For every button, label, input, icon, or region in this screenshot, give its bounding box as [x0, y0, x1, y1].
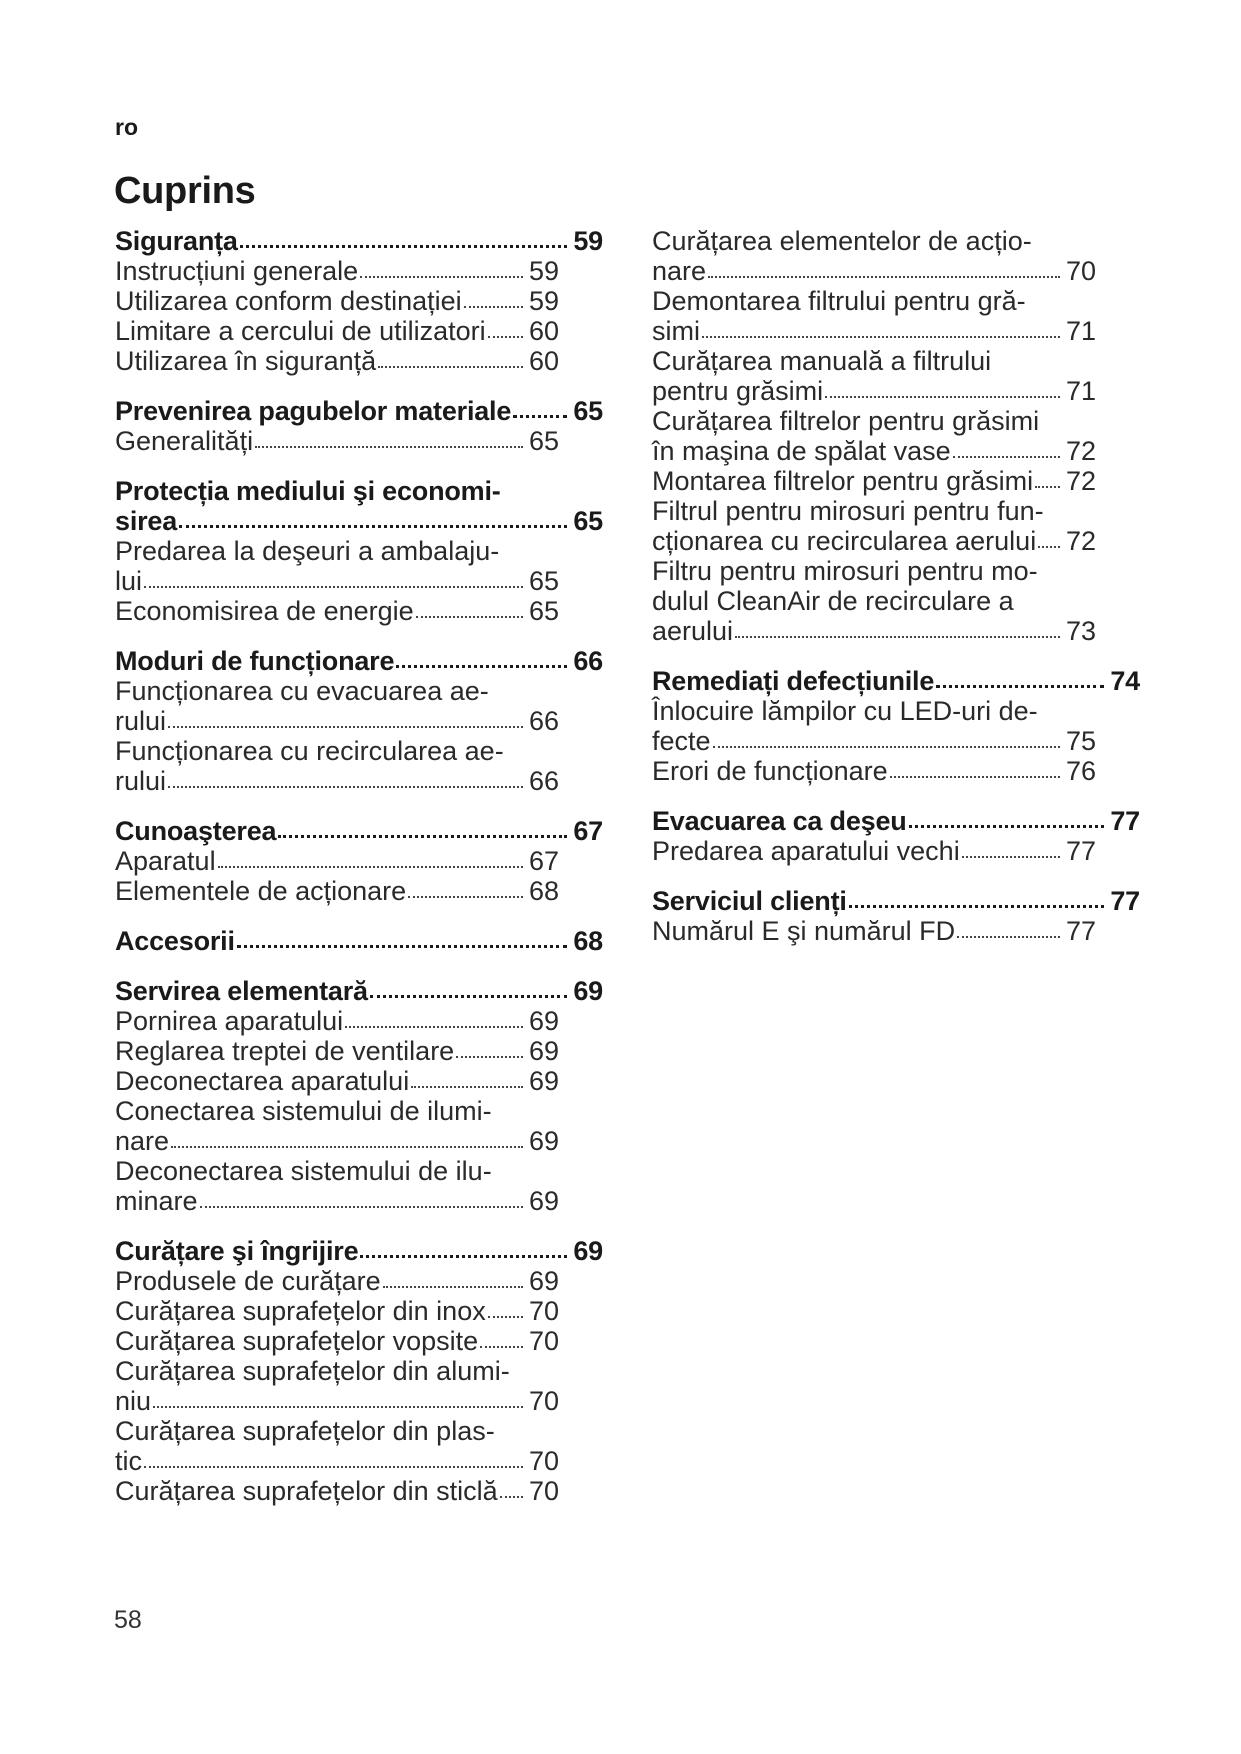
toc-entry[interactable]	[115, 1296, 603, 1326]
toc-entry-line: Înlocuire lămpilor cu LED-uri de-	[652, 696, 1038, 726]
toc-entry-label: simi	[652, 316, 700, 346]
dot-leader	[240, 230, 568, 250]
toc-section-heading[interactable]	[652, 806, 1140, 836]
dot-leader	[953, 440, 1060, 460]
toc-entry-label: Remediați defecțiunile	[652, 666, 935, 696]
toc-entry-line: Curățarea manuală a filtrului	[652, 346, 992, 376]
toc-entry[interactable]	[115, 426, 603, 456]
toc-page-number: 69	[528, 1006, 559, 1036]
toc-entry-label: Accesorii	[115, 926, 235, 956]
toc-entry-line: Curățarea filtrelor pentru grăsimi	[652, 406, 1040, 436]
dot-leader	[825, 380, 1060, 400]
toc-page-number: 77	[1065, 916, 1096, 946]
toc-entry-label: Numărul E şi numărul FD	[652, 916, 956, 946]
toc-page-number: 67	[573, 816, 603, 846]
toc-page-number: 69	[528, 1266, 559, 1296]
toc-entry-label: Siguranța	[115, 226, 238, 256]
toc-entry-label: Pornirea aparatului	[115, 1006, 344, 1036]
toc-entry[interactable]	[115, 1356, 603, 1416]
toc-section	[652, 806, 1140, 866]
toc-page-number: 69	[528, 1186, 559, 1216]
toc-page-number: 77	[1110, 886, 1140, 916]
toc-section	[115, 646, 603, 796]
toc-section-heading[interactable]	[652, 886, 1140, 916]
dot-leader	[480, 1330, 523, 1350]
toc-entry[interactable]	[652, 346, 1140, 406]
dot-leader	[144, 570, 523, 590]
toc-page-number: 70	[528, 1476, 559, 1506]
toc-section	[652, 666, 1140, 786]
toc-page-number: 69	[573, 976, 603, 1006]
dot-leader	[218, 850, 523, 870]
toc-entry[interactable]	[115, 1326, 603, 1356]
toc-entry-label: rului	[115, 706, 167, 736]
dot-leader	[408, 880, 523, 900]
toc-entry-label: Instrucțiuni generale	[115, 256, 359, 286]
toc-page-number: 69	[528, 1066, 559, 1096]
toc-page-number: 74	[1110, 666, 1140, 696]
toc-section-heading[interactable]	[115, 976, 603, 1006]
toc-entry-label: Moduri de funcționare	[115, 646, 395, 676]
toc-section-heading[interactable]	[115, 646, 603, 676]
dot-leader	[849, 890, 1105, 910]
toc-page-number: 72	[1065, 436, 1096, 466]
toc-entry-label: Aparatul	[115, 846, 216, 876]
toc-entry-label: Economisirea de energie	[115, 596, 414, 626]
toc-entry-label: Predarea aparatului vechi	[652, 836, 960, 866]
toc-page-number: 66	[528, 766, 559, 796]
toc-right-column	[652, 226, 1140, 966]
dot-leader	[168, 770, 523, 790]
toc-section-heading[interactable]	[115, 226, 603, 256]
toc-page-number: 65	[573, 396, 603, 426]
dot-leader	[456, 1040, 523, 1060]
toc-entry-label: nare	[115, 1126, 170, 1156]
dot-leader	[278, 820, 567, 840]
toc-entry-label: în maşina de spălat vase	[652, 436, 951, 466]
dot-leader	[200, 1190, 523, 1210]
dot-leader	[411, 1070, 523, 1090]
dot-leader	[168, 710, 523, 730]
toc-entry-label: cționarea cu recircularea aerului	[652, 526, 1037, 556]
toc-entry-line: Conectarea sistemului de ilumi-	[115, 1096, 492, 1126]
toc-entry-label: Generalități	[115, 426, 254, 456]
dot-leader	[488, 1300, 523, 1320]
dot-leader	[237, 930, 568, 950]
toc-entry[interactable]	[115, 596, 603, 626]
toc-entry[interactable]	[115, 1036, 603, 1066]
toc-page-number: 65	[528, 596, 559, 626]
toc-entry[interactable]	[115, 256, 603, 286]
toc-section-heading[interactable]	[115, 476, 603, 536]
toc-page-number: 70	[1065, 256, 1096, 286]
toc-entry-line: Protecția mediului şi economi-	[115, 476, 501, 506]
toc-entry-label: Utilizarea conform destinației	[115, 286, 462, 316]
toc-page-number: 68	[528, 876, 559, 906]
toc-page-number: 77	[1065, 836, 1096, 866]
toc-page-number: 66	[573, 646, 603, 676]
toc-entry[interactable]	[115, 1096, 603, 1156]
toc-entry[interactable]	[652, 466, 1140, 496]
toc-section-heading[interactable]	[652, 666, 1140, 696]
toc-entry[interactable]	[115, 1066, 603, 1096]
toc-entry-label: rului	[115, 766, 167, 796]
toc-section	[115, 476, 603, 626]
toc-section	[115, 1236, 603, 1506]
page-title: Cuprins	[114, 170, 256, 212]
dot-leader	[500, 1480, 523, 1500]
language-code: ro	[115, 114, 138, 140]
toc-section-heading[interactable]	[115, 816, 603, 846]
toc-entry[interactable]	[115, 676, 603, 736]
dot-leader	[370, 980, 567, 1000]
toc-page-number: 59	[528, 286, 559, 316]
toc-section	[115, 926, 603, 956]
toc-page-number: 65	[528, 566, 559, 596]
toc-entry-label: Curățarea suprafețelor vopsite	[115, 1326, 479, 1356]
toc-entry[interactable]	[115, 1266, 603, 1296]
toc-page-number: 72	[1065, 526, 1096, 556]
toc-page-number: 77	[1110, 806, 1140, 836]
toc-page-number: 70	[528, 1296, 559, 1326]
toc-entry-line: Curățarea suprafețelor din alumi-	[115, 1356, 510, 1386]
toc-left-column	[115, 226, 603, 1526]
dot-leader	[144, 1450, 523, 1470]
toc-entry-label: Montarea filtrelor pentru grăsimi	[652, 466, 1034, 496]
toc-entry-line: dulul CleanAir de recirculare a	[652, 586, 1014, 616]
toc-entry[interactable]	[652, 496, 1140, 556]
toc-entry-label: Erori de funcționare	[652, 756, 888, 786]
toc-entry[interactable]	[652, 756, 1140, 786]
page-number: 58	[114, 1606, 142, 1634]
toc-entry-line: Curățarea elementelor de acțio-	[652, 226, 1032, 256]
dot-leader	[383, 1270, 523, 1290]
toc-entry-label: Evacuarea ca deşeu	[652, 806, 907, 836]
toc-page-number: 70	[528, 1386, 559, 1416]
dot-leader	[488, 320, 523, 340]
toc-entry-label: nare	[652, 256, 707, 286]
toc-entry-label: Serviciul clienți	[652, 886, 847, 916]
toc-entry-label: lui	[115, 566, 143, 596]
dot-leader	[713, 730, 1060, 750]
toc-entry-label: Elementele de acționare	[115, 876, 407, 906]
toc-entry-label: Prevenirea pagubelor materiale	[115, 396, 512, 426]
toc-entry[interactable]	[115, 736, 603, 796]
toc-section	[652, 226, 1140, 646]
toc-entry-line: Filtrul pentru mirosuri pentru fun-	[652, 496, 1044, 526]
toc-section	[115, 226, 603, 376]
toc-entry-label: pentru grăsimi	[652, 376, 824, 406]
toc-page-number: 76	[1065, 756, 1096, 786]
toc-entry[interactable]	[115, 1156, 603, 1216]
toc-page-number: 71	[1065, 316, 1096, 346]
toc-entry-line: Filtru pentru mirosuri pentru mo-	[652, 556, 1038, 586]
toc-entry[interactable]	[115, 1416, 603, 1476]
dot-leader	[345, 1010, 523, 1030]
toc-entry[interactable]	[115, 876, 603, 906]
toc-page-number: 70	[528, 1326, 559, 1356]
toc-entry[interactable]	[652, 836, 1140, 866]
toc-entry[interactable]	[115, 1006, 603, 1036]
toc-page-number: 66	[528, 706, 559, 736]
toc-entry[interactable]	[115, 846, 603, 876]
toc-entry-line: Funcționarea cu recircularea ae-	[115, 736, 504, 766]
toc-page-number: 59	[573, 226, 603, 256]
toc-entry-label: Servirea elementară	[115, 976, 368, 1006]
dot-leader	[171, 1130, 523, 1150]
dot-leader	[1035, 470, 1060, 490]
toc-entry-label: aerului	[652, 616, 734, 646]
toc-entry-label: sirea	[115, 506, 178, 536]
toc-entry-label: fecte	[652, 726, 711, 756]
toc-section	[115, 816, 603, 906]
toc-entry[interactable]	[652, 406, 1140, 466]
toc-entry-label: Utilizarea în siguranță	[115, 346, 377, 376]
toc-entry-line: Deconectarea sistemului de ilu-	[115, 1156, 492, 1186]
toc-page-number: 69	[528, 1126, 559, 1156]
toc-page-number: 72	[1065, 466, 1096, 496]
toc-entry-label: tic	[115, 1446, 142, 1476]
dot-leader	[909, 810, 1105, 830]
dot-leader	[153, 1390, 523, 1410]
toc-entry[interactable]	[115, 316, 603, 346]
dot-leader	[360, 260, 523, 280]
toc-page-number: 73	[1065, 616, 1096, 646]
toc-entry[interactable]	[652, 226, 1140, 286]
toc-section	[115, 976, 603, 1216]
toc-section	[115, 396, 603, 456]
dot-leader	[396, 650, 567, 670]
toc-entry-label: Reglarea treptei de ventilare	[115, 1036, 455, 1066]
toc-entry[interactable]	[115, 346, 603, 376]
dot-leader	[513, 400, 567, 420]
dot-leader	[957, 920, 1060, 940]
toc-entry-label: Limitare a cercului de utilizatori	[115, 316, 486, 346]
toc-page-number: 70	[528, 1446, 559, 1476]
dot-leader	[936, 670, 1104, 690]
toc-entry-line: Funcționarea cu evacuarea ae-	[115, 676, 489, 706]
toc-entry[interactable]	[115, 536, 603, 596]
toc-entry-line: Curățarea suprafețelor din plas-	[115, 1416, 495, 1446]
toc-entry-label: Curățare şi îngrijire	[115, 1236, 359, 1266]
toc-page-number: 67	[528, 846, 559, 876]
toc-page-number: 59	[528, 256, 559, 286]
toc-entry-label: Deconectarea aparatului	[115, 1066, 410, 1096]
dot-leader	[179, 510, 567, 530]
toc-entry-line: Demontarea filtrului pentru gră-	[652, 286, 1026, 316]
toc-entry[interactable]	[652, 916, 1140, 946]
toc-entry-label: Cunoaşterea	[115, 816, 277, 846]
toc-entry-line: Predarea la deşeuri a ambalaju-	[115, 536, 500, 566]
toc-entry-label: Produsele de curățare	[115, 1266, 381, 1296]
dot-leader	[962, 840, 1060, 860]
toc-page-number: 65	[528, 426, 559, 456]
dot-leader	[735, 620, 1060, 640]
dot-leader	[464, 290, 523, 310]
dot-leader	[702, 320, 1060, 340]
toc-page-number: 69	[528, 1036, 559, 1066]
toc-entry-label: Curățarea suprafețelor din inox	[115, 1296, 486, 1326]
toc-page-number: 65	[573, 506, 603, 536]
toc-section-heading[interactable]	[115, 1236, 603, 1266]
toc-section-heading[interactable]	[115, 926, 603, 956]
toc-entry[interactable]	[652, 696, 1140, 756]
dot-leader	[416, 600, 523, 620]
toc-page-number: 71	[1065, 376, 1096, 406]
toc-entry[interactable]	[652, 286, 1140, 346]
toc-page-number: 68	[573, 926, 603, 956]
dot-leader	[708, 260, 1060, 280]
toc-entry-label: Curățarea suprafețelor din sticlă	[115, 1476, 498, 1506]
dot-leader	[890, 760, 1060, 780]
dot-leader	[1038, 530, 1060, 550]
dot-leader	[360, 1240, 567, 1260]
toc-page-number: 60	[528, 316, 559, 346]
toc-entry-label: minare	[115, 1186, 198, 1216]
toc-entry[interactable]	[115, 286, 603, 316]
toc-section	[652, 886, 1140, 946]
toc-page-number: 75	[1065, 726, 1096, 756]
toc-entry[interactable]	[652, 556, 1140, 646]
toc-entry-label: niu	[115, 1386, 152, 1416]
dot-leader	[378, 350, 523, 370]
dot-leader	[255, 430, 523, 450]
toc-section-heading[interactable]	[115, 396, 603, 426]
toc-page-number: 69	[573, 1236, 603, 1266]
toc-entry[interactable]	[115, 1476, 603, 1506]
toc-page-number: 60	[528, 346, 559, 376]
